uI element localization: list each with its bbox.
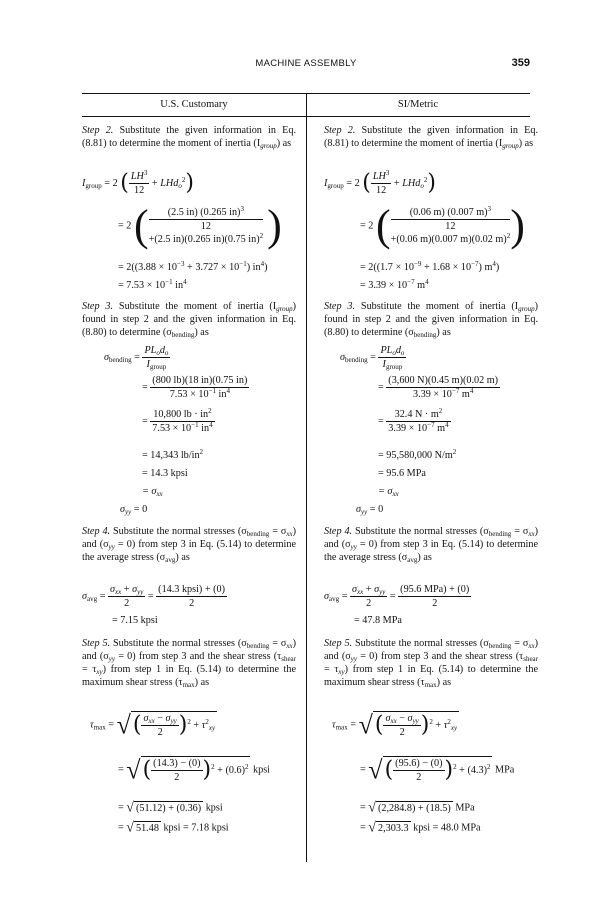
average-stress-result: = 47.8 MPa — [354, 615, 402, 626]
max-shear-evaluation: = √ (51.12) + (0.36) kpsi — [118, 800, 223, 816]
bending-stress-substitution: = $\frac{(800 lb)(18 in)(0.75 in)}{7.53 \times 10^{-1} in^4}$ — [142, 375, 248, 400]
step5-paragraph: Step 5. Substitute the normal stresses $(\sigma_{bending} = \sigma_{xx})$ and $(\sigma_{yy} = 0)$ from step 3 and the shear stress $(\tau_{shear} = \tau_{xy})$ from step 1 in Eq. (5.14) to determine the maximum shear stress $(\tau_{max})$ as — [82, 638, 297, 689]
moment-of-inertia-formula: $I_{group} = 2$ ( $\frac{LH^3}{12}$ + LHd$_o^2$) — [324, 169, 436, 196]
bending-stress-result-mpa: = 95.6 MPa — [378, 468, 426, 479]
inertia-evaluation: = $2((1.7 \times 10^{-9} + 1.68 \times 10^{-7})$ $m^4$) — [360, 260, 500, 273]
max-shear-substitution: = √( $\frac{(95.6) - (0)}{2}$ )$^2 + (4.3)^2$ MPa — [360, 755, 515, 785]
max-shear-evaluation: = √ (2,284.8) + (18.5) MPa — [360, 800, 475, 816]
max-shear-result: = √ 2,303.3 kpsi = 48.0 MPa — [360, 820, 481, 836]
sigma-xx-equality: = $\sigma_{xx}$ — [142, 486, 163, 498]
bending-stress-simplified: = $\frac{10,800 lb \cdot in^2}{7.53 \times 10^{-1} in^4}$ — [142, 407, 213, 434]
step3-paragraph: Step 3. Substitute the moment of inertia $(I_{group})$ found in step 2 and the given information in Eq. (8.80) to determine $(\sigma_{bending})$ as — [82, 301, 296, 339]
inertia-substitution: = 2 ( (0.06 m) (0.007 m)$^3$ 12 +(0.06 m)(0.007 m)(0.02 m)$^2$ ) — [360, 201, 525, 250]
step2-paragraph: Step 2. Substitute the given information in Eq. (8.81) to determine the moment of inertia $(I_{group})$ as — [324, 125, 538, 150]
bending-stress-substitution: = $\frac{(3,600 N)(0.45 m)(0.02 m)}{3.39 \times 10^{-7} m^4}$ — [378, 375, 499, 400]
page-number: 359 — [511, 57, 530, 69]
step4-paragraph: Step 4. Substitute the normal stresses $(\sigma_{bending} = \sigma_{xx})$ and $(\sigma_{yy} = 0)$ from step 3 in Eq. (5.14) to determine the average stress $(\sigma_{avg})$ as — [82, 526, 296, 564]
running-title: MACHINE ASSEMBLY — [255, 58, 357, 69]
bending-stress-result-kpsi: = 14.3 kpsi — [142, 468, 188, 479]
column-heading-si: SI/Metric — [397, 99, 439, 110]
bending-stress-result-pa: = 95,580,000 $N/m^2$ — [378, 448, 457, 461]
step2-paragraph: Step 2. Substitute the given information in Eq. (8.81) to determine the moment of inertia $(I_{group})$ as — [82, 125, 296, 150]
bending-stress-result-psi: = 14,343 $lb/in^2$ — [142, 448, 204, 461]
max-shear-formula: $\tau_{max}$ = √( $\frac{\sigma_{xx} - \sigma_{yy}}{2}$ )$^2 + \tau^2_{xy}$ — [332, 710, 458, 740]
inertia-result: = $7.53 \times 10^{-1}$ $in^4$ — [118, 278, 187, 291]
average-stress-formula: $\sigma_{avg}$ = $\frac{\sigma_{xx} + \sigma_{yy}}{2}$ = $\frac{\text{(14.3 kpsi) + (0)}}{2}$ — [82, 584, 226, 609]
column-divider — [306, 94, 307, 862]
bending-stress-simplified: = $\frac{32.4 N \cdot m^2}{3.39 \times 10^{-7} m^4}$ — [378, 407, 449, 434]
step3-paragraph: Step 3. Substitute the moment of inertia $(I_{group})$ found in step 2 and the given information in Eq. (8.80) to determine $(\sigma_{bending})$ as — [324, 301, 538, 339]
max-shear-substitution: = √( $\frac{(14.3) - (0)}{2}$ )$^2 + (0.6)^2$ kpsi — [118, 755, 270, 785]
sigma-xx-equality: = $\sigma_{xx}$ — [378, 486, 399, 498]
page-header — [82, 58, 530, 74]
sigma-yy-zero: $\sigma_{yy} = 0$ — [356, 504, 384, 516]
max-shear-result: = √ 51.48 kpsi = 7.18 kpsi — [118, 820, 229, 836]
max-shear-formula: $\tau_{max}$ = √( $\frac{\sigma_{xx} - \sigma_{yy}}{2}$ )$^2 + \tau^2_{xy}$ — [90, 710, 216, 740]
bending-stress-formula: $\sigma_{bending}$ = $\frac{PL_od_o}{I_{group}}$ — [340, 345, 405, 371]
inertia-substitution: = 2 ( (2.5 in) (0.265 in)$^3$ 12 +(2.5 in)(0.265 in)(0.75 in)$^2$ ) — [118, 201, 282, 250]
sigma-yy-zero: $\sigma_{yy} = 0$ — [120, 504, 148, 516]
step4-paragraph: Step 4. Substitute the normal stresses $(\sigma_{bending} = \sigma_{xx})$ and $(\sigma_{yy} = 0)$ from step 3 in Eq. (5.14) to determine the average stress $(\sigma_{avg})$ as — [324, 526, 538, 564]
average-stress-result: = 7.15 kpsi — [112, 615, 158, 626]
bending-stress-formula: $\sigma_{bending}$ = $\frac{PL_od_o}{I_{group}}$ — [104, 345, 169, 371]
inertia-result: = $3.39 \times 10^{-7}$ $m^4$ — [360, 278, 429, 291]
average-stress-formula: $\sigma_{avg}$ = $\frac{\sigma_{xx} + \sigma_{yy}}{2}$ = $\frac{\text{(95.6 MPa) + (0)}}{2}$ — [324, 584, 470, 609]
column-heading-us: U.S. Customary — [160, 99, 228, 110]
step5-paragraph: Step 5. Substitute the normal stresses $(\sigma_{bending} = \sigma_{xx})$ and $(\sigma_{yy} = 0)$ from step 3 and the shear stress $(\tau_{shear} = \tau_{xy})$ from step 1 in Eq. (5.14) to determine the maximum shear stress $(\tau_{max})$ as — [324, 638, 539, 689]
moment-of-inertia-formula: $I_{group} = 2$ ( $\frac{LH^3}{12}$ + LHd$_o^2$) — [82, 169, 194, 196]
inertia-evaluation: = $2((3.88 \times 10^{-3} + 3.727 \times 10^{-1})$ $in^4$) — [118, 260, 268, 273]
